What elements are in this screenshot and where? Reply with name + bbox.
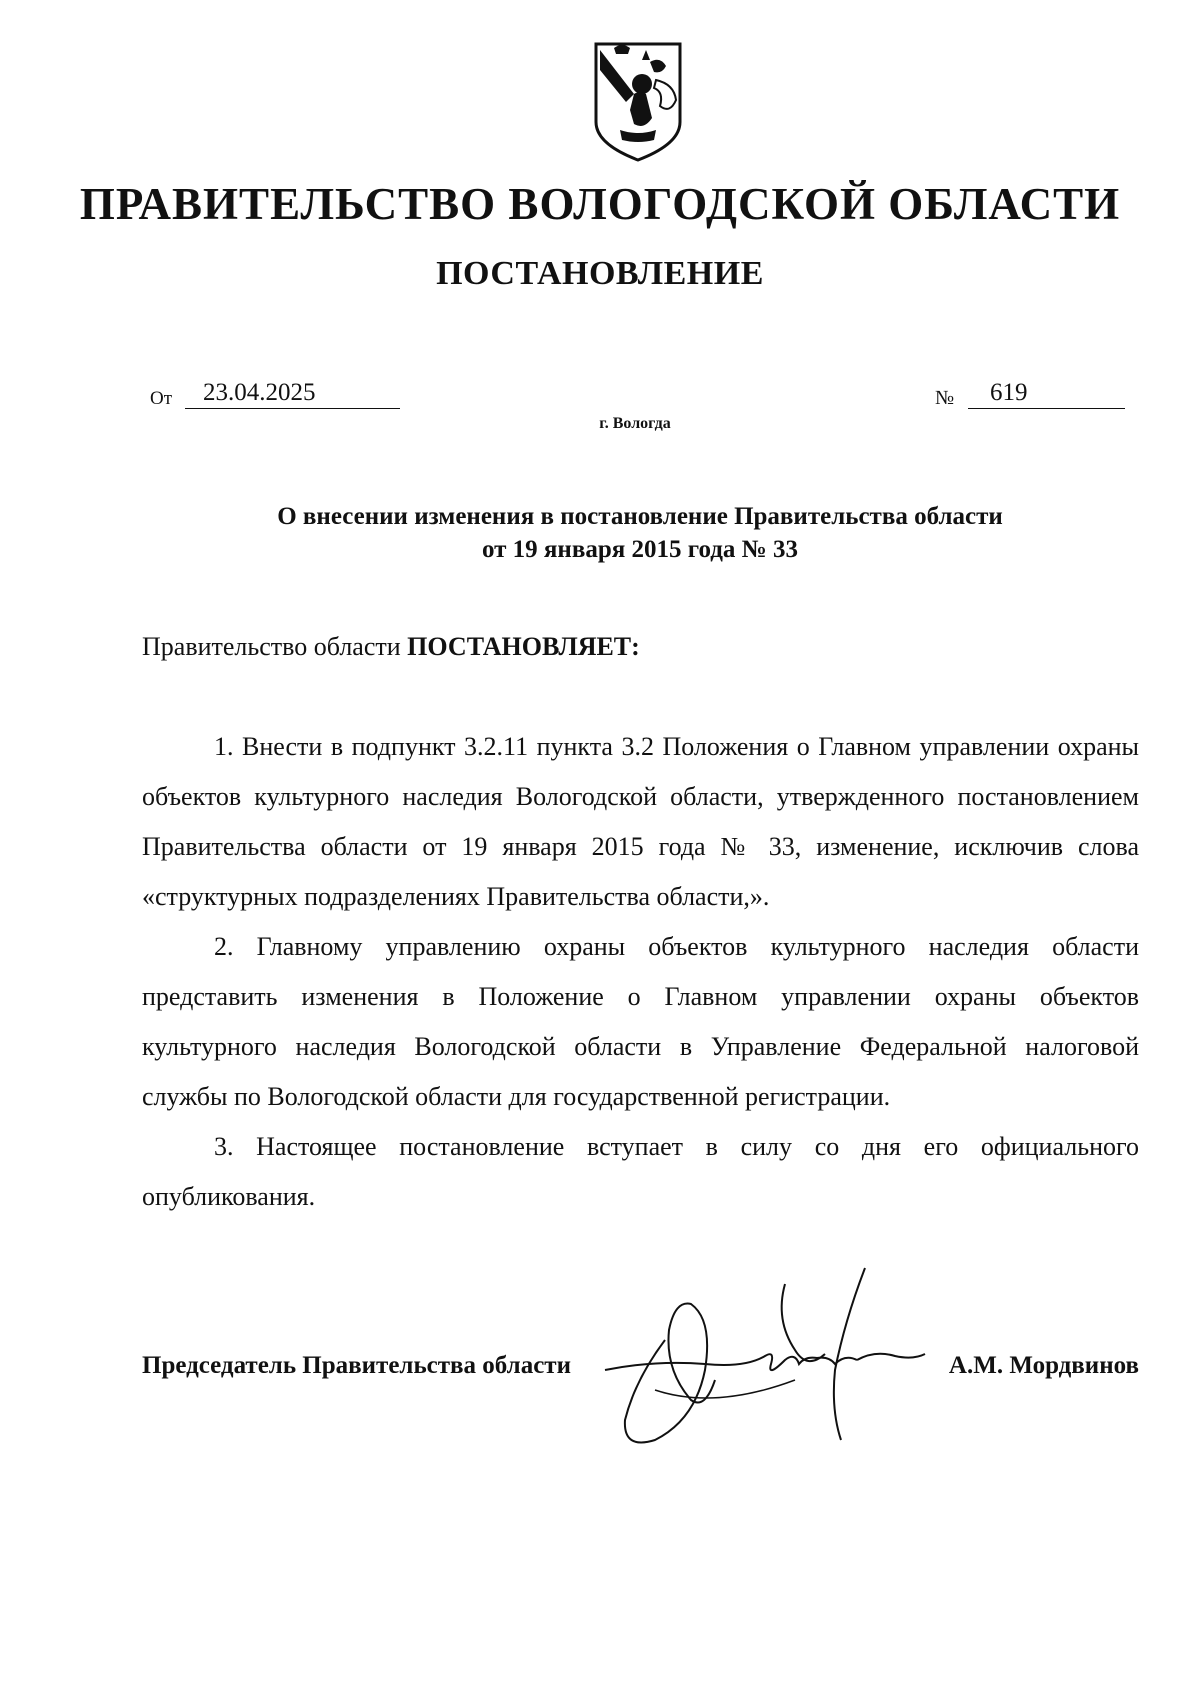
signatory-name: А.М. Мордвинов: [948, 1352, 1139, 1379]
government-title: ПРАВИТЕЛЬСТВО ВОЛОГОДСКОЙ ОБЛАСТИ: [79, 179, 1121, 229]
clause-2: 2. Главному управлению охраны объектов культурного наследия области представить изменения в Положение о Главном управлении охраны объектов культурного наследия Вологодской области в Управление Федеральной налоговой службы по Вологодской области для государственной регистрации.: [142, 932, 1139, 1111]
subject-line-2: от 19 января 2015 года № 33: [481, 536, 799, 563]
preamble-emphasis: ПОСТАНОВЛЯЕТ:: [407, 632, 640, 661]
city: г. Вологда: [599, 415, 671, 432]
clause-3: 3. Настоящее постановление вступает в силу со дня его официального опубликования.: [142, 1132, 1139, 1211]
handwritten-signature-icon: [595, 1260, 955, 1460]
clauses: [142, 722, 1139, 1222]
signatory-role: Председатель Правительства области: [142, 1352, 571, 1379]
document-type: ПОСТАНОВЛЕНИЕ: [436, 255, 764, 292]
coat-of-arms-icon: [590, 40, 686, 164]
preamble: [142, 632, 640, 662]
date-label: От: [150, 388, 173, 409]
subject-line-1: О внесении изменения в постановление Правительства области: [277, 503, 1003, 530]
number-label: №: [935, 387, 955, 409]
document-subject: [140, 500, 1140, 566]
document-date: 23.04.2025: [185, 378, 400, 409]
preamble-text: Правительство области: [142, 632, 408, 661]
clause-1: 1. Внести в подпункт 3.2.11 пункта 3.2 Положения о Главном управлении охраны объектов культурного наследия Вологодской области, утвержденного постановлением Правительства области от 19 января 2015 года № 33, изменение, исключив слова «структурных подразделениях Правительства области,».: [142, 732, 1139, 911]
document-number: 619: [968, 378, 1125, 409]
